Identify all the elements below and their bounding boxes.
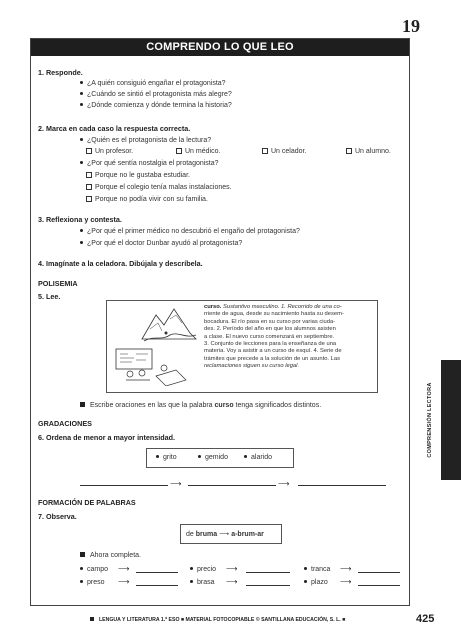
word-tranca: tranca <box>304 566 330 573</box>
arrow-icon: ⟶ <box>226 577 238 586</box>
definition-line: reclamaciones siguen su curso legal. <box>204 363 300 370</box>
option-celador[interactable]: Un celador. <box>262 148 306 155</box>
word-campo: campo <box>80 566 108 573</box>
bullet-icon <box>80 138 83 141</box>
bullet-icon <box>80 241 83 244</box>
definition-curso <box>204 304 364 371</box>
checkbox-icon[interactable] <box>86 148 92 154</box>
q1-item: ¿A quién consiguió engañar el protagonista? <box>80 80 226 87</box>
q3-item: ¿Por qué el doctor Dunbar ayudó al protagonista? <box>80 240 242 247</box>
arrow-icon: ⟶ <box>340 577 352 586</box>
definition-line: a clase. El nuevo curso comenzará en septiembre. <box>204 333 335 340</box>
q1-item: ¿Cuándo se sintió el protagonista más alegre? <box>80 91 232 98</box>
q7-heading: 7. Observa. <box>38 512 77 521</box>
option-familia[interactable]: Porque no podía vivir con su familia. <box>86 196 208 203</box>
checkbox-icon[interactable] <box>346 148 352 154</box>
definition-line: trámites que precede a la solución de un asunto. Las <box>204 355 340 362</box>
q5-heading: 5. Lee. <box>38 292 61 301</box>
formacion-section: FORMACIÓN DE PALABRAS <box>38 498 136 507</box>
checkbox-icon[interactable] <box>176 148 182 154</box>
q3-item: ¿Por qué el primer médico no descubrió el engaño del protagonista? <box>80 228 300 235</box>
river-illustration <box>140 305 198 343</box>
answer-line[interactable] <box>358 585 400 586</box>
bullet-icon <box>80 81 83 84</box>
square-bullet-icon <box>80 552 85 557</box>
answer-line[interactable] <box>246 585 290 586</box>
answer-line[interactable] <box>246 572 290 573</box>
square-bullet-icon <box>80 402 85 407</box>
q7-task: Ahora completa. <box>80 552 141 559</box>
gradaciones-section: GRADACIONES <box>38 419 92 428</box>
definition-line: Sustantivo masculino. 1. Recorrido de una co- <box>223 304 342 310</box>
answer-line[interactable] <box>358 572 400 573</box>
arrow-icon: ⟶ <box>278 479 290 488</box>
bullet-icon <box>304 567 307 570</box>
checkbox-icon[interactable] <box>262 148 268 154</box>
arrow-icon: ⟶ <box>226 564 238 573</box>
definition-line: des. 2. Período del año en que los alumnos asisten <box>204 326 336 333</box>
arrow-icon: ⟶ <box>170 479 182 488</box>
definition-line: rriente de agua, desde su nacimiento hasta su desem- <box>204 311 344 318</box>
word-preso: preso <box>80 579 105 586</box>
word-plazo: plazo <box>304 579 328 586</box>
q6-heading: 6. Ordena de menor a mayor intensidad. <box>38 433 176 442</box>
word-gemido: gemido <box>198 454 228 461</box>
word-brasa: brasa <box>190 579 215 586</box>
classroom-illustration <box>114 346 194 386</box>
bullet-icon <box>80 103 83 106</box>
answer-line[interactable] <box>136 585 178 586</box>
side-tab <box>441 360 461 480</box>
bullet-icon <box>80 229 83 232</box>
example-derivation: de bruma ⟶ a-brum-ar <box>186 531 264 538</box>
footer-page-number: 425 <box>416 613 435 625</box>
side-label: COMPRENSIÓN LECTORA <box>427 382 433 458</box>
option-estudiar[interactable]: Porque no le gustaba estudiar. <box>86 172 190 179</box>
definition-line: bocadura. El río pasa en su curso por varias ciuda- <box>204 318 336 325</box>
answer-line[interactable] <box>298 485 386 486</box>
arrow-icon: ⟶ <box>118 577 130 586</box>
arrow-icon: ⟶ <box>219 531 230 538</box>
bullet-icon <box>156 455 159 458</box>
word-alarido: alarido <box>244 454 272 461</box>
worksheet-title: COMPRENDO LO QUE LEO <box>31 39 409 56</box>
option-profesor[interactable]: Un profesor. <box>86 148 133 155</box>
answer-line[interactable] <box>80 485 168 486</box>
arrow-icon: ⟶ <box>118 564 130 573</box>
arrow-icon: ⟶ <box>340 564 352 573</box>
option-alumno[interactable]: Un alumno. <box>346 148 391 155</box>
page-number: 19 <box>402 16 420 36</box>
q3-heading: 3. Reflexiona y contesta. <box>38 215 122 224</box>
checkbox-icon[interactable] <box>86 184 92 190</box>
bullet-icon <box>80 567 83 570</box>
option-instalaciones[interactable]: Porque el colegio tenía malas instalaciones. <box>86 184 232 191</box>
q4-heading: 4. Imagínate a la celadora. Dibújala y descríbela. <box>38 259 203 268</box>
footer: LENGUA Y LITERATURA 1.º ESO ■ MATERIAL FOTOCOPIABLE © SANTILLANA EDUCACIÓN, S. L. ■ <box>90 617 345 623</box>
definition-line: materia. Voy a asistir a un curso de esquí. 4. Serie de <box>204 348 342 355</box>
bullet-icon <box>190 580 193 583</box>
q2a-prompt: ¿Quién es el protagonista de la lectura? <box>80 137 211 144</box>
q5-task: Escribe oraciones en las que la palabra curso tenga significados distintos. <box>80 402 321 409</box>
checkbox-icon[interactable] <box>86 172 92 178</box>
word-grito: grito <box>156 454 177 461</box>
q1-item: ¿Dónde comienza y dónde termina la historia? <box>80 102 232 109</box>
answer-line[interactable] <box>188 485 276 486</box>
bullet-icon <box>198 455 201 458</box>
bullet-icon <box>304 580 307 583</box>
square-bullet-icon <box>90 617 94 621</box>
bullet-icon <box>190 567 193 570</box>
definition-headword: curso. <box>204 304 222 310</box>
q1-heading: 1. Responde. <box>38 68 83 77</box>
bullet-icon <box>80 92 83 95</box>
polisemia-section: POLISEMIA <box>38 279 78 288</box>
definition-line: 3. Conjunto de lecciones para la enseñanza de una <box>204 341 337 348</box>
checkbox-icon[interactable] <box>86 196 92 202</box>
bullet-icon <box>80 161 83 164</box>
q2b-prompt: ¿Por qué sentía nostalgia el protagonista? <box>80 160 219 167</box>
bullet-icon <box>80 580 83 583</box>
option-medico[interactable]: Un médico. <box>176 148 220 155</box>
word-precio: precio <box>190 566 216 573</box>
bullet-icon <box>244 455 247 458</box>
q2-heading: 2. Marca en cada caso la respuesta correcta. <box>38 124 191 133</box>
answer-line[interactable] <box>136 572 178 573</box>
